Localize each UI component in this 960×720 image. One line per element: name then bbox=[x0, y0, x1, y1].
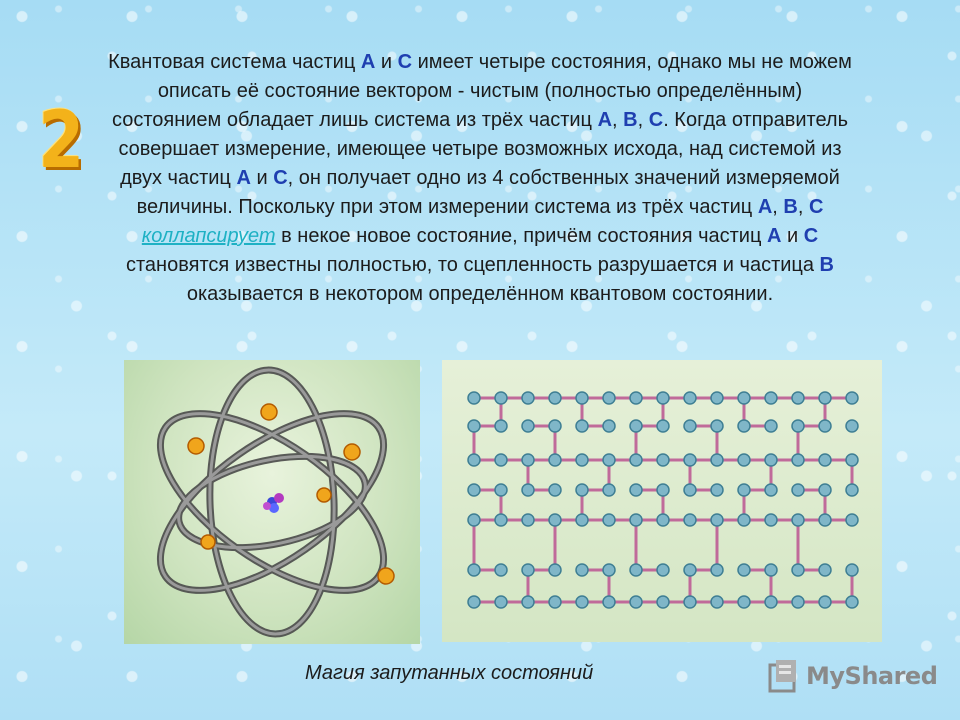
paragraph-text: , bbox=[772, 196, 784, 218]
particle-label: А bbox=[597, 109, 613, 131]
collapse-link[interactable]: коллапсирует bbox=[141, 225, 276, 247]
particle-label: С bbox=[648, 109, 664, 131]
particle-label: В bbox=[783, 196, 798, 218]
particle-label: С bbox=[397, 51, 413, 73]
paragraph-text: , он получает одно из 4 собственных значений измеряемой величины. Поскольку при этом измерении система из трёх частиц bbox=[136, 167, 840, 218]
particle-label: В bbox=[623, 109, 638, 131]
entangled-lattice-illustration bbox=[442, 360, 882, 642]
slide-number: 2 bbox=[38, 96, 85, 186]
paragraph-text: , bbox=[637, 109, 649, 131]
image-caption: Магия запутанных состояний bbox=[305, 662, 594, 684]
atom-illustration bbox=[124, 360, 420, 644]
particle-label: С bbox=[808, 196, 824, 218]
paragraph-text: становятся известны полностью, то сцепленность разрушается и частица bbox=[126, 254, 820, 276]
particle-label: А bbox=[360, 51, 376, 73]
paragraph-text: имеет четыре состояния, однако мы не можем описать её состояние вектором - чистым (полностью определённым) состоянием обладает лишь система из трёх частиц bbox=[111, 51, 852, 131]
particle-label: А bbox=[757, 196, 773, 218]
particle-label: С bbox=[273, 167, 288, 189]
paragraph-text: Квантовая система частиц bbox=[108, 51, 361, 73]
paragraph-text: , bbox=[797, 196, 809, 218]
particle-label: А bbox=[236, 167, 251, 189]
paragraph-text: в некое новое состояние, причём состояния частиц bbox=[275, 225, 767, 247]
main-paragraph bbox=[105, 48, 855, 309]
particle-label: С bbox=[803, 225, 819, 247]
paragraph-text: оказывается в некотором определённом квантовом состоянии. bbox=[186, 283, 774, 305]
particle-label: А bbox=[766, 225, 782, 247]
paragraph-text: и bbox=[375, 51, 398, 73]
logo-text: MyShared bbox=[806, 662, 938, 690]
paragraph-text: , bbox=[612, 109, 624, 131]
myshared-logo bbox=[768, 657, 937, 695]
particle-label: В bbox=[819, 254, 834, 276]
paragraph-text: и bbox=[250, 167, 274, 189]
paragraph-text: и bbox=[781, 225, 804, 247]
logo-icon bbox=[768, 659, 798, 693]
paragraph-text: . Когда отправитель совершает измерение, имеющее четыре возможных исхода, над системой из двух частиц bbox=[118, 109, 849, 189]
